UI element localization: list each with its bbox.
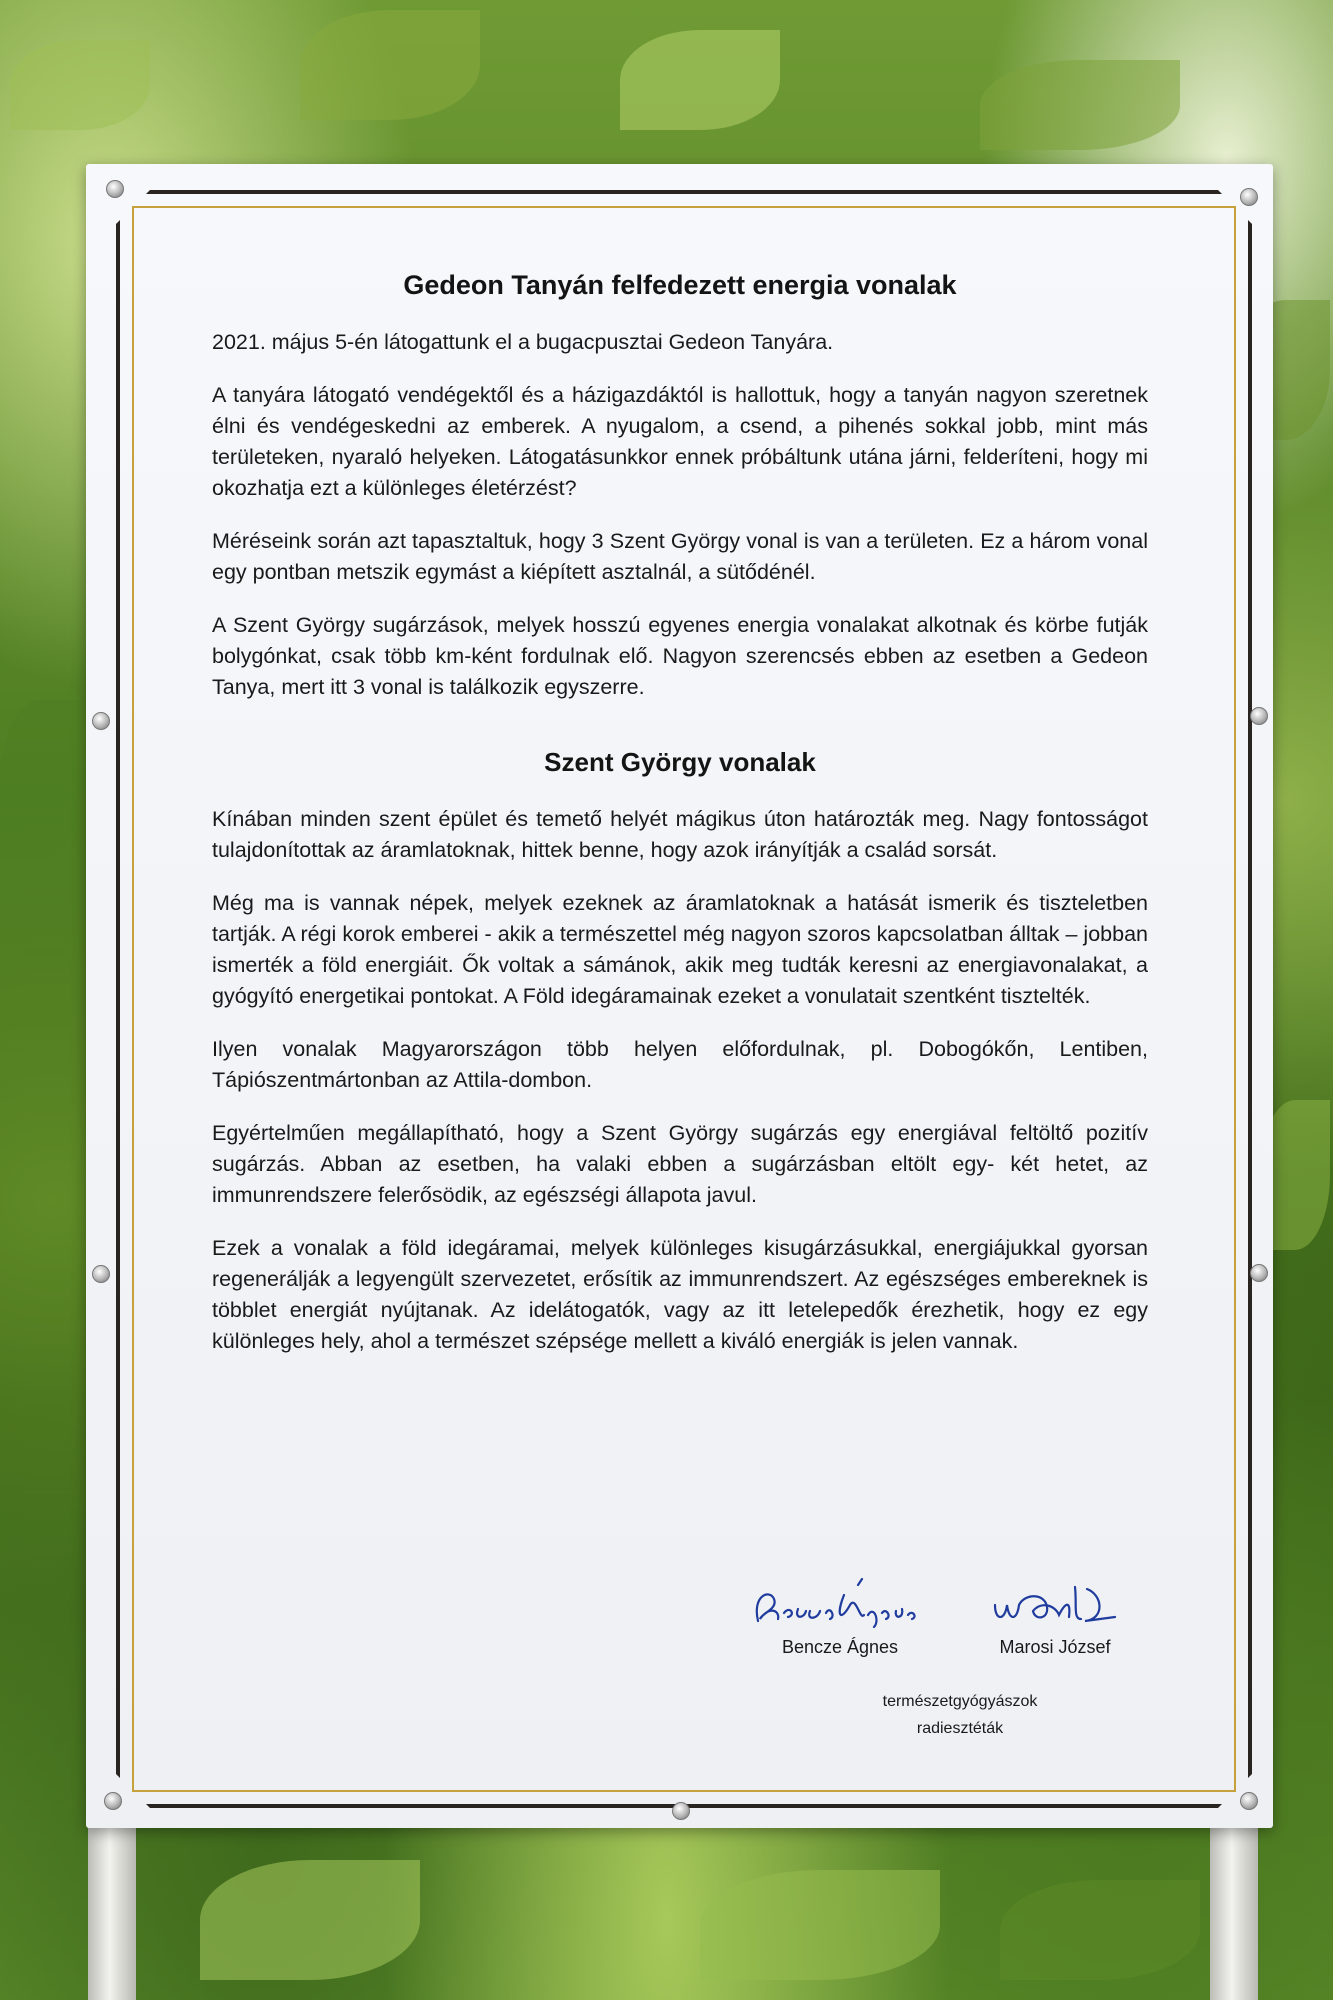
sign-post-left: [88, 1820, 136, 2000]
handwritten-signature-icon: [740, 1575, 940, 1635]
intro-paragraph: A tanyára látogató vendégektől és a házigazdáktól is hallottuk, hogy a tanyán nagyon szeretnek élni és vendégeskedni az emberek. A nyugalom, a csend, a pihenés sokkal jobb, mint más területeken, nyaraló helyeken. Látogatásunkkor ennek próbáltunk utána járni, felderíteni, hogy mi okozhatja ezt a különleges életérzést?: [212, 383, 1148, 500]
intro-paragraph: A Szent György sugárzások, melyek hosszú egyenes energia vonalakat alkotnak és körbe futják bolygónkat, csak több km-ként fordulnak elő. Nagyon szerencsés ebben az esetben a Gedeon Tanya, mert itt 3 vonal is találkozik egyszerre.: [212, 613, 1148, 699]
signer-name: Marosi József: [999, 1637, 1111, 1657]
sign-title: Gedeon Tanyán felfedezett energia vonalak: [403, 270, 957, 300]
body-paragraph: Kínában minden szent épület és temető helyét mágikus úton határozták meg. Nagy fontosságot tulajdonítottak az áramlatoknak, hittek benne, hogy azok irányítják a család sorsát.: [212, 807, 1148, 862]
roles: [820, 1688, 1100, 1742]
body-paragraph: Ezek a vonalak a föld idegáramai, melyek különleges kisugárzásukkal, energiájukkal gyorsan regenerálják a legyengült szervezetet, erősítik az immunrendszert. Az egészséges embereknek is többlet energiát nyújtanak. Az idelátogatók, vagy az itt letelepedők érezhetik, hogy ez egy különleges hely, ahol a természet szépsége mellett a kiváló energiák is jelen vannak.: [212, 1236, 1148, 1353]
section-subtitle: Szent György vonalak: [544, 747, 816, 777]
screw-icon: [1240, 188, 1258, 206]
body-paragraph: Még ma is vannak népek, melyek ezeknek az áramlatoknak a hatását ismerik és tiszteletben tartják. A régi korok emberei - akik a természettel még nagyon szoros kapcsolatban álltak – jobban ismerték a föld energiáit. Ők voltak a sámánok, akik meg tudták keresni az energiavonalakat, a gyógyító energetikai pontokat. A Föld idegáramainak ezeket a vonulatait szentként tisztelték.: [212, 891, 1148, 1008]
signer-name: Bencze Ágnes: [781, 1637, 899, 1657]
sign-post-right: [1210, 1820, 1258, 2000]
intro-paragraph: Méréseink során azt tapasztaltuk, hogy 3 Szent György vonal is van a területen. Ez a három vonal egy pontban metszik egymást a kiépített asztalnál, a sütődénél.: [212, 529, 1148, 584]
screw-icon: [92, 712, 110, 730]
screw-icon: [106, 180, 124, 198]
signature-marosi: [955, 1575, 1155, 1658]
handwritten-signature-icon: [955, 1575, 1155, 1635]
screw-icon: [672, 1802, 690, 1820]
screw-icon: [1250, 707, 1268, 725]
sign-text: [212, 270, 1148, 1379]
screw-icon: [92, 1265, 110, 1283]
intro-paragraph: 2021. május 5-én látogattunk el a bugacpusztai Gedeon Tanyára.: [212, 330, 834, 354]
body-paragraph: Ilyen vonalak Magyarországon több helyen előfordulnak, pl. Dobogókőn, Lentiben, Tápiószentmártonban az Attila-dombon.: [212, 1037, 1148, 1092]
signature-bencze: [740, 1575, 940, 1658]
role-label: természetgyógyászok: [882, 1693, 1038, 1710]
role-label: radiesztéták: [916, 1720, 1004, 1737]
screw-icon: [104, 1792, 122, 1810]
screw-icon: [1250, 1264, 1268, 1282]
signatures: [740, 1575, 1160, 1695]
body-paragraph: Egyértelműen megállapítható, hogy a Szent György sugárzás egy energiával feltöltő pozitív sugárzás. Abban az esetben, ha valaki ebben a sugárzásban eltölt egy- két hetet, az immunrendszere felerősödik, az egészségi állapota javul.: [212, 1121, 1148, 1207]
screw-icon: [1240, 1792, 1258, 1810]
